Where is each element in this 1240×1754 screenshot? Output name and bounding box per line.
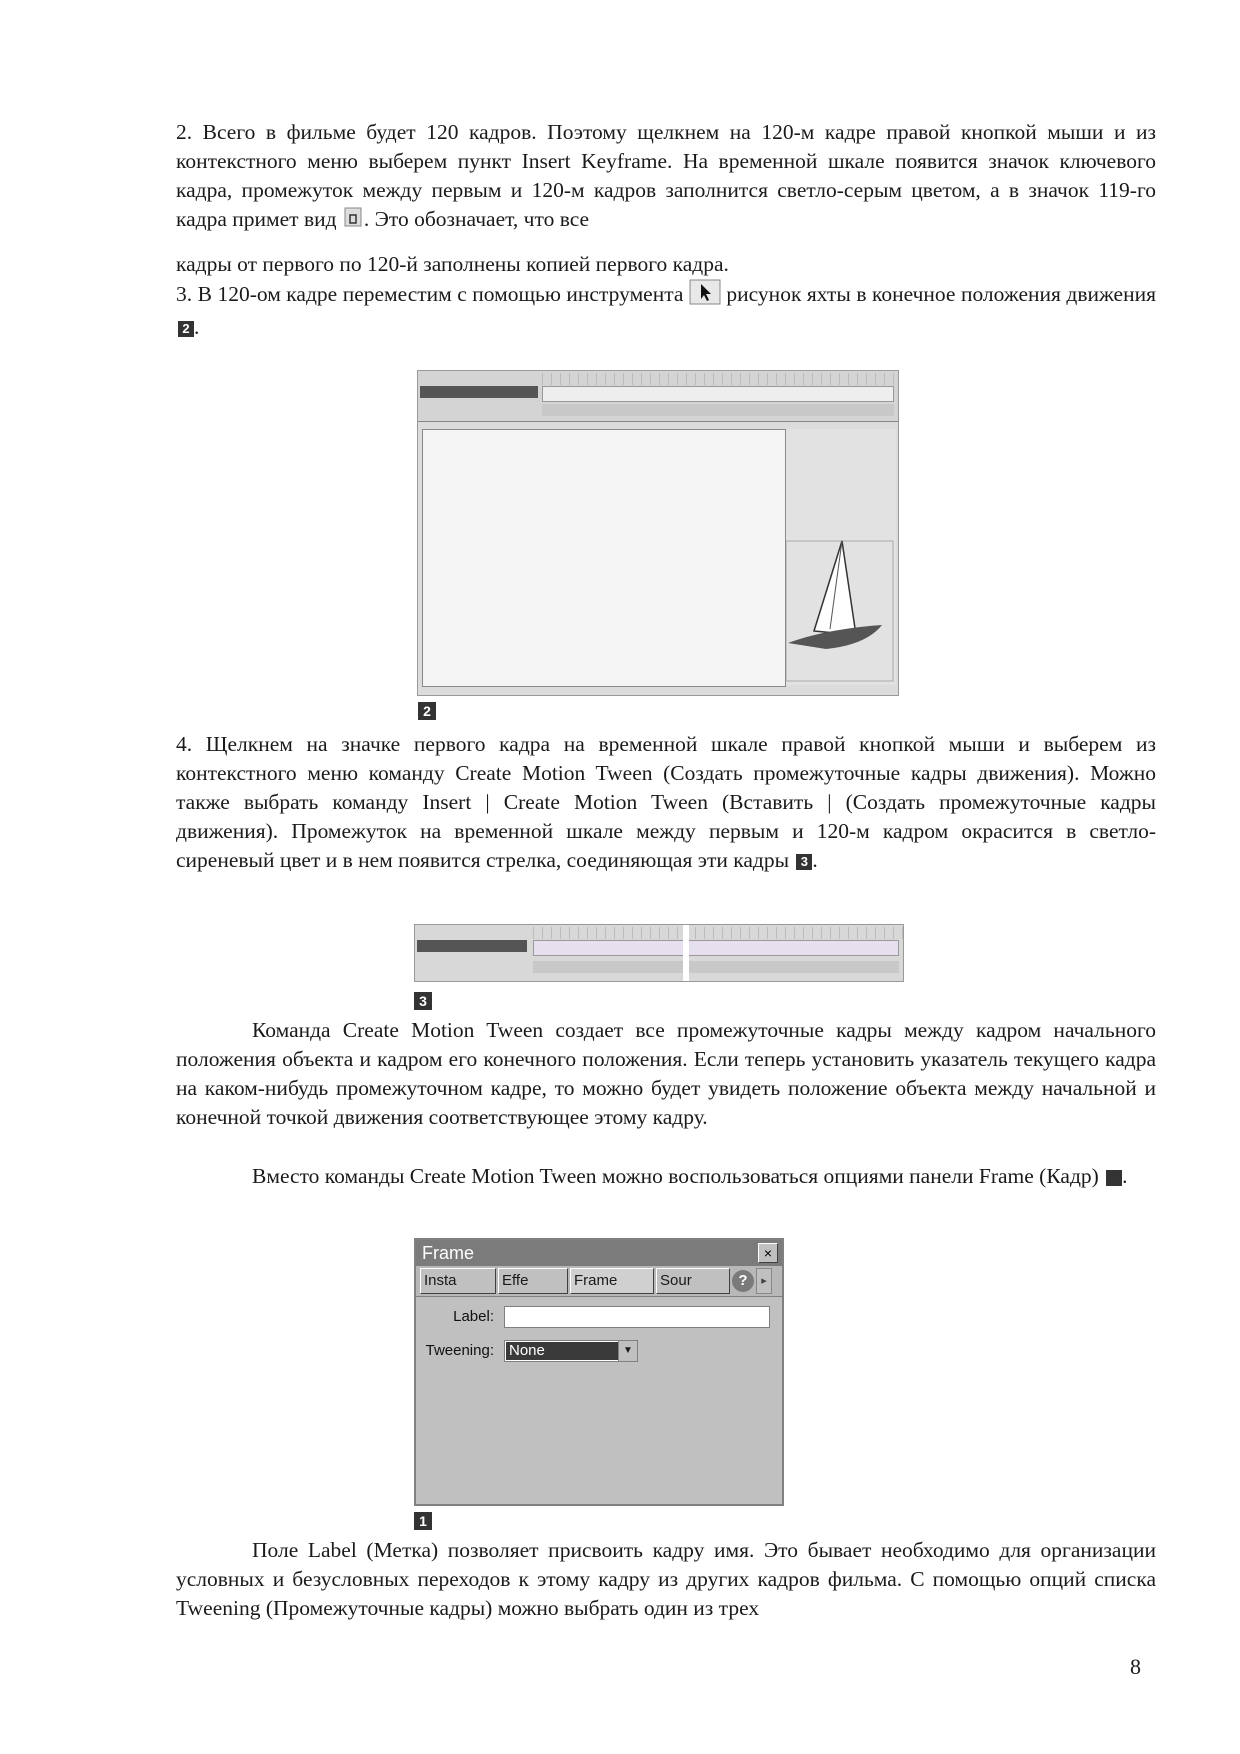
- timeline-ruler: [533, 927, 903, 939]
- tab-frame[interactable]: [570, 1268, 654, 1294]
- figure-label-2: 2: [418, 702, 436, 720]
- label-row: [416, 1304, 782, 1330]
- figure-motion-tween-timeline: [414, 924, 904, 982]
- paragraph-text: 2. Всего в фильме будет 120 кадров. Поэтому щелкнем на 120-м кадре правой кнопкой мыши и из контекстного меню выберем пункт Insert Keyframe. На временной шкале появится значок ключевого кадра, промежуток между первым и 120-м кадров заполнится светло-серым цветом, а в значок 119-го кадра примет вид: [176, 120, 1156, 231]
- timeline-ruler: [542, 373, 898, 385]
- frame-end-icon: [342, 206, 364, 236]
- tab-sound[interactable]: [656, 1268, 730, 1294]
- paragraph-text: 4. Щелкнем на значке первого кадра на временной шкале правой кнопкой мыши и выберем из контекстного меню команду Create Motion Tween (Создать промежуточные кадры движения). Можно также выбрать команду Insert | Create Motion Tween (Вставить | (Создать промежуточные кадры движения). Промежуток на временной шкале между первым и 120-м кадром окрасится в светло-сиреневый цвет и в нем появится стрелка, соединяющая эти кадры: [176, 732, 1156, 872]
- label-input[interactable]: [504, 1306, 770, 1328]
- yacht-image: [786, 429, 894, 685]
- arrow-tool-icon: [689, 279, 721, 313]
- timeline-frames: [533, 940, 899, 956]
- figure-ref-1: 1: [1106, 1170, 1122, 1186]
- panel-title-bar: [416, 1240, 782, 1266]
- paragraph-text: Вместо команды Create Motion Tween можно воспользоваться опциями панели Frame (Кадр): [252, 1164, 1099, 1188]
- chevron-down-icon[interactable]: ▼: [618, 1341, 637, 1361]
- panel-title: Frame: [422, 1243, 475, 1263]
- panel-tabs: [416, 1266, 782, 1297]
- figure-timeline-stage: [417, 370, 899, 696]
- tweening-row: [416, 1338, 782, 1364]
- paragraph-text: . Это обозначает, что все: [363, 207, 590, 231]
- paragraph-step-2-cont: [176, 250, 1156, 279]
- tweening-select[interactable]: [504, 1340, 638, 1362]
- tab-label: Sour: [660, 1272, 692, 1289]
- paragraph-step-2: [176, 118, 1156, 236]
- paragraph-step-3: [176, 279, 1156, 342]
- timeline-status-bar: [533, 961, 899, 973]
- paragraph-text: .: [812, 848, 818, 872]
- layer-row: [420, 386, 538, 398]
- timeline-panel: [418, 371, 898, 422]
- timeline-status-bar: [542, 404, 894, 416]
- timeline-break: [683, 925, 689, 981]
- paragraph-text: .: [194, 315, 200, 339]
- figure-label-1: 1: [414, 1512, 432, 1530]
- paragraph-text: Команда Create Motion Tween создает все промежуточные кадры между кадром начального положения объекта и кадром его конечного положения. Если теперь установить указатель текущего кадра на каком-нибудь промежуточном кадре, то можно будет увидеть положение объекта между начальной и конечной точкой движения соответствующее этому кадру.: [176, 1018, 1156, 1129]
- paragraph-step-4: [176, 730, 1156, 875]
- paragraph-text: кадры от первого по 120-й заполнены копией первого кадра.: [176, 252, 729, 276]
- close-button[interactable]: ×: [758, 1243, 778, 1263]
- figure-ref-2: 2: [178, 321, 194, 337]
- tab-label: Frame: [574, 1272, 618, 1289]
- tabs-scroll-right-icon[interactable]: ▸: [756, 1268, 772, 1294]
- tab-effect[interactable]: [498, 1268, 568, 1294]
- paragraph-text: Поле Label (Метка) позволяет присвоить кадру имя. Это бывает необходимо для организации условных и безусловных переходов к этому кадру из других кадров фильма. С помощью опций списка Tweening (Промежуточные кадры) можно выбрать один из трех: [176, 1538, 1156, 1620]
- page-number: 8: [1130, 1654, 1141, 1679]
- timeline-frames: [542, 386, 894, 402]
- paragraph-text: 3. В 120-ом кадре переместим с помощью инструмента: [176, 281, 684, 306]
- label-caption: Label:: [453, 1308, 494, 1325]
- paragraph-text: рисунок яхты в конечное положения движения: [726, 281, 1156, 306]
- tweening-selected-value: None: [506, 1342, 618, 1360]
- frame-panel: [414, 1238, 784, 1506]
- paragraph-motion-tween: [176, 1016, 1156, 1132]
- help-icon[interactable]: ?: [732, 1270, 754, 1292]
- tab-label: Effe: [502, 1272, 529, 1289]
- paragraph-text: .: [1122, 1164, 1128, 1188]
- figure-ref-3: 3: [796, 854, 812, 870]
- tweening-caption: Tweening:: [425, 1342, 494, 1359]
- tab-label: Insta: [424, 1272, 457, 1289]
- layer-row: [417, 940, 527, 952]
- pasteboard: [786, 429, 896, 685]
- tab-instance[interactable]: [420, 1268, 496, 1294]
- stage-area: [422, 429, 786, 687]
- paragraph-label-field: [176, 1536, 1156, 1623]
- figure-label-3: 3: [414, 992, 432, 1010]
- paragraph-frame-panel: [176, 1162, 1190, 1191]
